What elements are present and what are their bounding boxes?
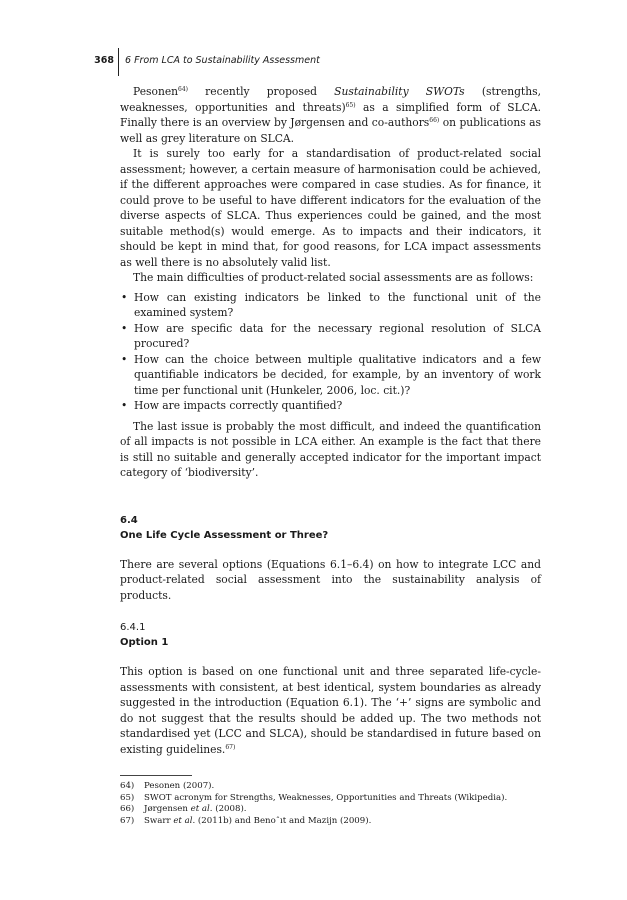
text-run: on publications as well as grey literature on SLCA.	[120, 116, 541, 145]
footnote-text	[144, 793, 507, 805]
list-item: • How are impacts correctly quantified?	[120, 398, 541, 414]
list-item: • How can existing indicators be linked to the functional unit of the examined system?	[120, 290, 541, 321]
text-run: SWOT acronym for Strengths, Weaknesses, Opportunities and Threats (Wikipedia).	[144, 792, 508, 803]
emphasis-term: et al.	[190, 804, 213, 815]
footnote-ref-67[interactable]: 67)	[225, 743, 236, 751]
footnote-text	[144, 804, 247, 816]
subsection-number: 6.4.1	[120, 622, 146, 633]
paragraph-options: There are several options (Equations 6.1–6.4) on how to integrate LCC and product-related social assessment into the sustainability analysis of products.	[120, 557, 541, 602]
footnote-number: 65)	[120, 792, 135, 803]
page-body	[120, 84, 541, 827]
footnote-number: 64)	[120, 781, 135, 791]
difficulties-list	[120, 290, 541, 414]
footnotes	[120, 775, 541, 827]
paragraph-standardisation: It is surely too early for a standardisation of product-related social assessment; however, a certain measure of harmonisation could be achieved, if the different approaches were compared in case studies. As for finance, it could prove to be useful to have different indicators for the evaluation of the diverse aspects of SLCA. Thus experiences could be gained, and the most suitable method(s) would emerge. As to impacts and their indicators, it should be kept in mind that, for good reasons, for LCA impact assessments as well there is no absolutely valid list.	[120, 147, 541, 269]
footnote-ref-64[interactable]: 64)	[178, 86, 189, 93]
text-run: Pesonen (2007).	[144, 781, 215, 791]
text-run: This option is based on one functional unit and three separated life-cycle-assessments with consistent, at best identical, system boundaries as already suggested in the introduction (Equation 6.1). The ‘+’ signs are symbolic and do not suggest that the results should be added up. The two methods not standardised yet (LCC and SLCA), should be standardised in future based on existing guidelines.	[120, 665, 541, 756]
subsection-title: Option 1	[120, 637, 169, 648]
text-run: (2008).	[212, 804, 247, 815]
text-run: as a simplified form of SLCA. Finally there is an overview by Jørgensen and co-authors	[120, 100, 541, 129]
footnote-list	[120, 781, 541, 827]
page-number: 368	[94, 55, 114, 66]
list-item: • How are specific data for the necessary regional resolution of SLCA procured?	[120, 321, 541, 352]
text-run: recently proposed	[188, 85, 335, 98]
emphasis-term: et al.	[173, 815, 196, 826]
paragraph-difficulties-intro: The main difficulties of product-related social assessments are as follows:	[133, 271, 534, 284]
text-run: (strengths, weaknesses, opportunities and threats)	[120, 85, 541, 114]
paragraph-swot	[120, 84, 541, 146]
footnote-number: 67)	[120, 815, 135, 826]
header-divider	[118, 48, 119, 76]
list-item: • How can the choice between multiple qualitative indicators and a few quantifiable indicators be decided, for example, by an inventory of work time per functional unit (Hunkeler, 2006, loc. cit.)?	[120, 352, 541, 399]
footnote-ref-65[interactable]: 65)	[345, 101, 356, 109]
section-title: One Life Cycle Assessment or Three?	[120, 529, 329, 541]
footnote-number: 66)	[120, 804, 135, 815]
footnote-66	[120, 804, 541, 816]
footnote-67	[120, 816, 541, 828]
paragraph-option-1	[120, 664, 541, 757]
footnote-text	[144, 816, 371, 828]
running-header	[84, 48, 544, 76]
section-heading	[120, 513, 541, 543]
text-run: Swarr	[144, 815, 174, 826]
footnote-ref-66[interactable]: 66)	[429, 117, 440, 124]
footnote-divider	[120, 775, 192, 776]
text-run: (2011b) and Benoˆıt and Mazijn (2009).	[195, 815, 372, 826]
section-number: 6.4	[120, 514, 138, 526]
running-title: 6 From LCA to Sustainability Assessment	[125, 55, 320, 66]
text-run: Jørgensen	[144, 804, 191, 815]
emphasis-term: Sustainability SWOTs	[334, 85, 465, 98]
footnote-64	[120, 781, 541, 793]
paragraph-biodiversity: The last issue is probably the most difficult, and indeed the quantification of all impacts is not possible in LCA either. An example is the fact that there is still no suitable and generally accepted indicator for the important impact category of ‘biodiversity’.	[120, 419, 541, 479]
footnote-65	[120, 793, 541, 805]
text-run: Pesonen	[133, 85, 179, 98]
subsection-heading	[120, 620, 541, 650]
footnote-text	[144, 781, 214, 793]
